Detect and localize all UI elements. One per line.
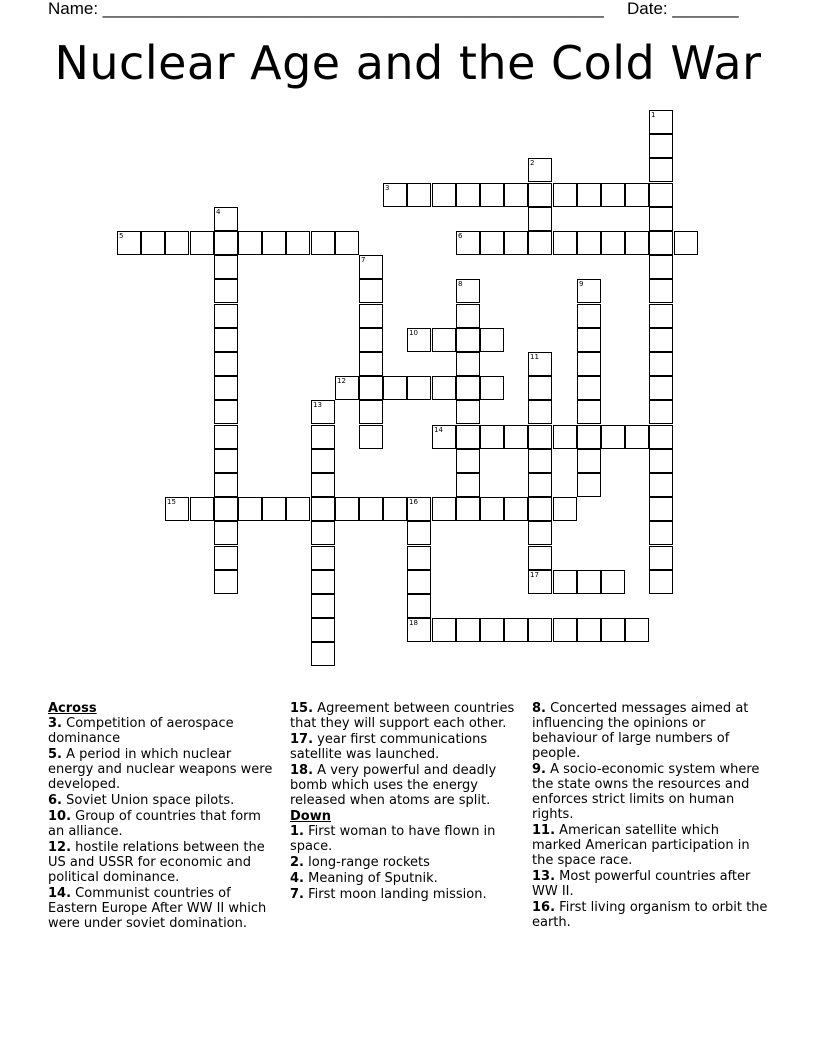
clue-number: 4	[216, 208, 221, 216]
crossword-cell[interactable]	[553, 570, 577, 594]
crossword-cell[interactable]	[214, 497, 238, 521]
crossword-cell[interactable]	[528, 497, 552, 521]
crossword-cell[interactable]	[577, 376, 601, 400]
clue-number: 1	[651, 111, 656, 119]
crossword-cell[interactable]	[286, 497, 310, 521]
crossword-cell[interactable]	[214, 352, 238, 376]
crossword-cell[interactable]	[311, 400, 335, 424]
crossword-cell[interactable]	[577, 183, 601, 207]
crossword-cell[interactable]	[528, 207, 552, 231]
crossword-cell[interactable]	[311, 618, 335, 642]
clue-down-9: 9. A socio-economic system where the state owns the resources and enforces strict limits on human rights.	[532, 762, 760, 822]
crossword-cell[interactable]	[456, 328, 480, 352]
clues-column-1	[48, 701, 280, 932]
crossword-cell[interactable]	[649, 352, 673, 376]
clue-number: 6	[458, 232, 463, 240]
clue-down-2: 2. long-range rockets	[290, 855, 430, 870]
crossword-cell[interactable]	[456, 449, 480, 473]
crossword-cell[interactable]	[262, 497, 286, 521]
crossword-cell[interactable]	[577, 231, 601, 255]
crossword-cell[interactable]	[553, 497, 577, 521]
crossword-cell[interactable]	[238, 497, 262, 521]
crossword-cell[interactable]	[407, 618, 431, 642]
crossword-cell[interactable]	[456, 279, 480, 303]
crossword-cell[interactable]	[117, 231, 141, 255]
crossword-cell[interactable]	[601, 425, 625, 449]
crossword-cell[interactable]	[649, 158, 673, 182]
clue-down-1: 1. First woman to have flown in space.	[290, 824, 496, 854]
crossword-cell[interactable]	[214, 207, 238, 231]
crossword-cell[interactable]	[528, 158, 552, 182]
crossword-cell[interactable]	[553, 231, 577, 255]
clue-across-17: 17. year first communications satellite was launched.	[290, 732, 488, 762]
crossword-cell[interactable]	[432, 618, 456, 642]
crossword-cell[interactable]	[649, 183, 673, 207]
crossword-cell[interactable]	[577, 400, 601, 424]
clues-column-2	[290, 701, 518, 903]
crossword-cell[interactable]	[311, 497, 335, 521]
crossword-cell[interactable]	[649, 207, 673, 231]
crossword-cell[interactable]	[456, 183, 480, 207]
clue-number: 9	[579, 280, 584, 288]
clue-across-5: 5. A period in which nuclear energy and nuclear weapons were developed.	[48, 747, 273, 792]
crossword-cell[interactable]	[407, 376, 431, 400]
crossword-cell[interactable]	[649, 473, 673, 497]
clue-down-7: 7. First moon landing mission.	[290, 887, 487, 902]
crossword-cell[interactable]	[504, 183, 528, 207]
crossword-cell[interactable]	[311, 473, 335, 497]
clue-down-16: 16. First living organism to orbit the earth.	[532, 900, 768, 930]
crossword-cell[interactable]	[649, 304, 673, 328]
crossword-cell[interactable]	[383, 376, 407, 400]
crossword-cell[interactable]	[383, 497, 407, 521]
crossword-cell[interactable]	[625, 425, 649, 449]
crossword-cell[interactable]	[649, 449, 673, 473]
crossword-cell[interactable]	[456, 497, 480, 521]
clue-across-18: 18. A very powerful and deadly bomb which uses the energy released when atoms are split.	[290, 763, 497, 808]
crossword-cell[interactable]	[311, 546, 335, 570]
crossword-cell[interactable]	[407, 328, 431, 352]
crossword-cell[interactable]	[504, 425, 528, 449]
crossword-cell[interactable]	[214, 473, 238, 497]
crossword-cell[interactable]	[480, 497, 504, 521]
crossword-cell[interactable]	[553, 425, 577, 449]
crossword-cell[interactable]	[601, 183, 625, 207]
crossword-cell[interactable]	[601, 231, 625, 255]
clue-across-6: 6. Soviet Union space pilots.	[48, 793, 235, 808]
crossword-cell[interactable]	[432, 497, 456, 521]
crossword-cell[interactable]	[480, 376, 504, 400]
crossword-cell[interactable]	[383, 183, 407, 207]
crossword-cell[interactable]	[577, 618, 601, 642]
across-heading: Across	[48, 701, 97, 716]
clue-number: 3	[385, 184, 390, 192]
crossword-cell[interactable]	[649, 497, 673, 521]
crossword-cell[interactable]	[311, 594, 335, 618]
clue-number: 15	[167, 498, 176, 506]
crossword-cell[interactable]	[528, 570, 552, 594]
crossword-cell[interactable]	[190, 231, 214, 255]
clue-number: 10	[409, 329, 418, 337]
crossword-cell[interactable]	[601, 618, 625, 642]
crossword-cell[interactable]	[528, 546, 552, 570]
clue-across-14: 14. Communist countries of Eastern Europe After WW II which were under soviet domination.	[48, 886, 267, 931]
crossword-cell[interactable]	[649, 110, 673, 134]
crossword-cell[interactable]	[359, 255, 383, 279]
crossword-cell[interactable]	[504, 618, 528, 642]
crossword-cell[interactable]	[407, 570, 431, 594]
clue-number: 12	[337, 377, 346, 385]
crossword-cell[interactable]	[214, 328, 238, 352]
crossword-cell[interactable]	[480, 425, 504, 449]
crossword-cell[interactable]	[214, 425, 238, 449]
crossword-cell[interactable]	[214, 521, 238, 545]
crossword-cell[interactable]	[214, 449, 238, 473]
crossword-cell[interactable]	[311, 231, 335, 255]
crossword-cell[interactable]	[577, 304, 601, 328]
crossword-cell[interactable]	[504, 497, 528, 521]
crossword-cell[interactable]	[553, 618, 577, 642]
clue-number: 7	[361, 256, 366, 264]
crossword-cell[interactable]	[649, 400, 673, 424]
crossword-cell[interactable]	[214, 570, 238, 594]
crossword-cell[interactable]	[528, 400, 552, 424]
crossword-cell[interactable]	[528, 183, 552, 207]
date-field[interactable]: Date: _______	[627, 0, 739, 18]
crossword-cell[interactable]	[311, 642, 335, 666]
clue-number: 14	[434, 426, 443, 434]
crossword-cell[interactable]	[649, 376, 673, 400]
crossword-cell[interactable]	[625, 618, 649, 642]
crossword-cell[interactable]	[528, 618, 552, 642]
clue-across-12: 12. hostile relations between the US and USSR for economic and political dominance.	[48, 840, 265, 885]
clue-across-15: 15. Agreement between countries that they will support each other.	[290, 701, 515, 731]
crossword-cell[interactable]	[649, 328, 673, 352]
crossword-cell[interactable]	[311, 570, 335, 594]
crossword-cell[interactable]	[335, 497, 359, 521]
crossword-cell[interactable]	[141, 231, 165, 255]
crossword-cell[interactable]	[528, 425, 552, 449]
crossword-cell[interactable]	[625, 231, 649, 255]
crossword-cell[interactable]	[214, 400, 238, 424]
clue-number: 8	[458, 280, 463, 288]
crossword-cell[interactable]	[456, 425, 480, 449]
clue-number: 13	[313, 401, 322, 409]
crossword-cell[interactable]	[577, 328, 601, 352]
crossword-cell[interactable]	[528, 521, 552, 545]
crossword-cell[interactable]	[480, 183, 504, 207]
clue-down-13: 13. Most powerful countries after WW II.	[532, 869, 751, 899]
crossword-cell[interactable]	[456, 400, 480, 424]
crossword-cell[interactable]	[528, 352, 552, 376]
crossword-cell[interactable]	[262, 231, 286, 255]
clue-across-10: 10. Group of countries that form an alliance.	[48, 809, 261, 839]
crossword-cell[interactable]	[456, 231, 480, 255]
crossword-cell[interactable]	[649, 231, 673, 255]
crossword-cell[interactable]	[577, 425, 601, 449]
clue-down-11: 11. American satellite which marked American participation in the space race.	[532, 823, 750, 868]
crossword-cell[interactable]	[577, 449, 601, 473]
clue-number: 17	[530, 571, 539, 579]
crossword-cell[interactable]	[577, 279, 601, 303]
crossword-cell[interactable]	[214, 376, 238, 400]
crossword-cell[interactable]	[432, 425, 456, 449]
crossword-cell[interactable]	[335, 376, 359, 400]
crossword-cell[interactable]	[480, 618, 504, 642]
crossword-cell[interactable]	[456, 304, 480, 328]
crossword-cell[interactable]	[407, 594, 431, 618]
crossword-cell[interactable]	[432, 376, 456, 400]
crossword-cell[interactable]	[649, 255, 673, 279]
crossword-cell[interactable]	[553, 183, 577, 207]
crossword-cell[interactable]	[649, 570, 673, 594]
crossword-cell[interactable]	[335, 231, 359, 255]
crossword-cell[interactable]	[359, 352, 383, 376]
crossword-cell[interactable]	[214, 279, 238, 303]
crossword-cell[interactable]	[359, 304, 383, 328]
crossword-cell[interactable]	[480, 328, 504, 352]
crossword-cell[interactable]	[649, 425, 673, 449]
crossword-cell[interactable]	[359, 328, 383, 352]
crossword-cell[interactable]	[528, 376, 552, 400]
crossword-cell[interactable]	[456, 618, 480, 642]
crossword-cell[interactable]	[649, 521, 673, 545]
crossword-cell[interactable]	[432, 328, 456, 352]
clue-number: 18	[409, 619, 418, 627]
crossword-cell[interactable]	[649, 279, 673, 303]
crossword-cell[interactable]	[504, 231, 528, 255]
crossword-cell[interactable]	[311, 425, 335, 449]
crossword-cell[interactable]	[359, 279, 383, 303]
crossword-cell[interactable]	[359, 400, 383, 424]
name-field[interactable]: Name: _____________________________________________________	[48, 0, 604, 18]
clue-across-3: 3. Competition of aerospace dominance	[48, 716, 234, 746]
crossword-cell[interactable]	[625, 183, 649, 207]
crossword-cell[interactable]	[432, 183, 456, 207]
crossword-cell[interactable]	[456, 376, 480, 400]
crossword-cell[interactable]	[577, 352, 601, 376]
clue-number: 2	[530, 159, 535, 167]
crossword-cell[interactable]	[238, 231, 262, 255]
clue-number: 16	[409, 498, 418, 506]
crossword-cell[interactable]	[456, 352, 480, 376]
crossword-cell[interactable]	[311, 521, 335, 545]
crossword-cell[interactable]	[407, 497, 431, 521]
crossword-cell[interactable]	[674, 231, 698, 255]
clues-column-3	[532, 701, 768, 931]
crossword-cell[interactable]	[214, 304, 238, 328]
crossword-cell[interactable]	[407, 521, 431, 545]
crossword-cell[interactable]	[214, 255, 238, 279]
crossword-cell[interactable]	[190, 497, 214, 521]
crossword-cell[interactable]	[165, 497, 189, 521]
crossword-cell[interactable]	[577, 473, 601, 497]
crossword-cell[interactable]	[165, 231, 189, 255]
crossword-cell[interactable]	[601, 570, 625, 594]
crossword-cell[interactable]	[528, 449, 552, 473]
crossword-cell[interactable]	[214, 231, 238, 255]
crossword-cell[interactable]	[286, 231, 310, 255]
clue-number: 11	[530, 353, 539, 361]
clue-down-4: 4. Meaning of Sputnik.	[290, 871, 438, 886]
crossword-cell[interactable]	[577, 570, 601, 594]
crossword-cell[interactable]	[359, 497, 383, 521]
crossword-cell[interactable]	[456, 473, 480, 497]
page-title: Nuclear Age and the Cold War	[54, 36, 762, 90]
clue-number: 5	[119, 232, 124, 240]
crossword-cell[interactable]	[649, 546, 673, 570]
clue-down-8: 8. Concerted messages aimed at influencing the opinions or behaviour of large numbers of people.	[532, 701, 749, 761]
crossword-cell[interactable]	[528, 473, 552, 497]
crossword-cell[interactable]	[528, 231, 552, 255]
crossword-cell[interactable]	[407, 183, 431, 207]
crossword-cell[interactable]	[359, 376, 383, 400]
crossword-cell[interactable]	[311, 449, 335, 473]
crossword-cell[interactable]	[649, 134, 673, 158]
crossword-cell[interactable]	[214, 546, 238, 570]
crossword-cell[interactable]	[359, 425, 383, 449]
crossword-cell[interactable]	[480, 231, 504, 255]
crossword-cell[interactable]	[407, 546, 431, 570]
down-heading: Down	[290, 809, 331, 824]
